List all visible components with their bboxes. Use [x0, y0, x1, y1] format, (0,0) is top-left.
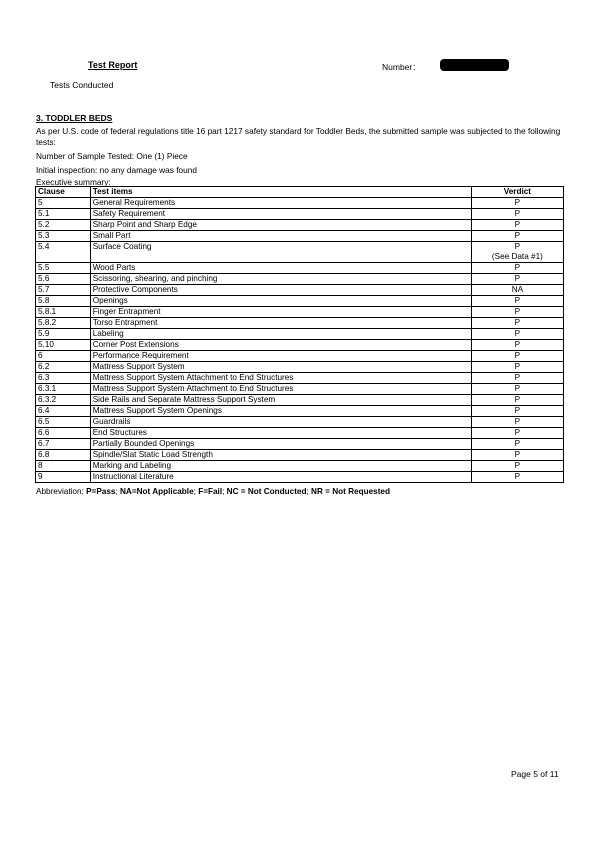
executive-summary-label: Executive summary:: [36, 177, 111, 187]
verdict-value: P: [514, 340, 521, 349]
table-row: [36, 461, 564, 472]
table-row: [36, 231, 564, 242]
verdict-cell: [471, 209, 563, 220]
clause-cell: 6.3.2: [36, 395, 91, 406]
verdict-cell: [471, 285, 563, 296]
verdict-value: P: [514, 351, 521, 360]
verdict-value: P: [514, 362, 521, 371]
verdict-value: P: [514, 231, 521, 240]
abbrev-nr: NR = Not Requested: [311, 487, 390, 496]
verdict-cell: [471, 274, 563, 285]
verdict-value: P: [514, 220, 521, 229]
table-row: [36, 274, 564, 285]
clause-cell: 5: [36, 198, 91, 209]
clause-cell: 8: [36, 461, 91, 472]
clause-cell: 5.8.1: [36, 307, 91, 318]
table-row: [36, 307, 564, 318]
test-item-cell: Spindle/Slat Static Load Strength: [90, 450, 471, 461]
table-row: [36, 220, 564, 231]
test-results-table: [35, 186, 564, 483]
test-item-cell: Protective Components: [90, 285, 471, 296]
header-clause: Clause: [36, 187, 91, 198]
verdict-cell: [471, 461, 563, 472]
report-number-label: Number：: [382, 62, 421, 72]
clause-cell: 5.1: [36, 209, 91, 220]
test-item-cell: Finger Entrapment: [90, 307, 471, 318]
abbrev-fail: F=Fail: [198, 487, 223, 496]
test-item-cell: Mattress Support System Attachment to End Structures: [90, 373, 471, 384]
verdict-value: P: [514, 296, 521, 305]
section-heading: 3. TODDLER BEDS: [36, 113, 113, 123]
verdict-note: (See Data #1): [491, 252, 543, 261]
verdict-value: P: [514, 406, 521, 415]
verdict-value: P: [514, 209, 521, 218]
abbrev-nc: NC = Not Conducted: [226, 487, 307, 496]
table-row: [36, 417, 564, 428]
test-item-cell: Small Part: [90, 231, 471, 242]
clause-cell: 5.9: [36, 329, 91, 340]
clause-cell: 5.2: [36, 220, 91, 231]
test-item-cell: Mattress Support System: [90, 362, 471, 373]
verdict-value: P: [514, 373, 521, 382]
table-row: [36, 384, 564, 395]
verdict-value: P: [514, 450, 521, 459]
verdict-value: P: [514, 395, 521, 404]
clause-cell: 5.10: [36, 340, 91, 351]
clause-cell: 6.4: [36, 406, 91, 417]
table-row: [36, 296, 564, 307]
test-item-cell: Wood Parts: [90, 263, 471, 274]
verdict-cell: [471, 384, 563, 395]
clause-cell: 6.2: [36, 362, 91, 373]
table-row: [36, 209, 564, 220]
verdict-cell: [471, 417, 563, 428]
table-row: [36, 373, 564, 384]
clause-cell: 5.3: [36, 231, 91, 242]
report-title: Test Report: [88, 60, 138, 70]
tests-conducted-heading: Tests Conducted: [50, 80, 114, 90]
verdict-value: P: [514, 428, 521, 437]
table-row: [36, 198, 564, 209]
clause-cell: 9: [36, 472, 91, 483]
table-row: [36, 329, 564, 340]
clause-cell: 6.3.1: [36, 384, 91, 395]
clause-cell: 5.8: [36, 296, 91, 307]
table-row: [36, 428, 564, 439]
verdict-cell: [471, 263, 563, 274]
abbrev-na: NA=Not Applicable: [120, 487, 194, 496]
verdict-cell: [471, 428, 563, 439]
verdict-cell: [471, 296, 563, 307]
verdict-cell: [471, 198, 563, 209]
header-test-items: Test items: [90, 187, 471, 198]
verdict-cell: [471, 406, 563, 417]
clause-cell: 5.7: [36, 285, 91, 296]
verdict-value: P: [514, 307, 521, 316]
test-item-cell: Mattress Support System Attachment to End Structures: [90, 384, 471, 395]
verdict-cell: [471, 362, 563, 373]
abbreviation-label: Abbreviation:: [36, 487, 87, 496]
verdict-cell: [471, 472, 563, 483]
header-verdict: Verdict: [471, 187, 563, 198]
test-item-cell: Safety Requirement: [90, 209, 471, 220]
verdict-cell: [471, 351, 563, 362]
test-item-cell: Marking and Labeling: [90, 461, 471, 472]
test-item-cell: Side Rails and Separate Mattress Support System: [90, 395, 471, 406]
table-row: [36, 472, 564, 483]
test-item-cell: Mattress Support System Openings: [90, 406, 471, 417]
table-row: [36, 450, 564, 461]
test-item-cell: Sharp Point and Sharp Edge: [90, 220, 471, 231]
verdict-value: P: [514, 439, 521, 448]
table-row: [36, 263, 564, 274]
table-row: [36, 362, 564, 373]
verdict-cell: [471, 439, 563, 450]
test-item-cell: End Structures: [90, 428, 471, 439]
clause-cell: 6.7: [36, 439, 91, 450]
test-item-cell: General Requirements: [90, 198, 471, 209]
test-item-cell: Corner Post Extensions: [90, 340, 471, 351]
table-header-row: [36, 187, 564, 198]
verdict-value: P: [514, 384, 521, 393]
redacted-report-number: [440, 59, 509, 71]
test-item-cell: Openings: [90, 296, 471, 307]
table-row: [36, 351, 564, 362]
sample-count: Number of Sample Tested: One (1) Piece: [36, 151, 188, 161]
verdict-cell: [471, 307, 563, 318]
clause-cell: 6.8: [36, 450, 91, 461]
verdict-cell: [471, 340, 563, 351]
verdict-value: P: [514, 198, 521, 207]
clause-cell: 6.5: [36, 417, 91, 428]
verdict-value: P: [514, 263, 521, 272]
verdict-cell: [471, 373, 563, 384]
test-item-cell: Performance Requirement: [90, 351, 471, 362]
table-row: [36, 318, 564, 329]
intro-paragraph: As per U.S. code of federal regulations title 16 part 1217 safety standard for Toddler Beds, the submitted sample was subjected to the following tests:: [36, 126, 561, 147]
verdict-cell: [471, 395, 563, 406]
table-row: [36, 439, 564, 450]
test-item-cell: Torso Entrapment: [90, 318, 471, 329]
abbreviation-legend: Abbreviation: P=Pass; NA=Not Applicable; F=Fail; NC = Not Conducted; NR = Not Requested: [36, 487, 390, 496]
table-row: [36, 406, 564, 417]
table-row: [36, 242, 564, 263]
verdict-value: P: [514, 242, 521, 251]
clause-cell: 5.4: [36, 242, 91, 263]
verdict-cell: [471, 220, 563, 231]
clause-cell: 6.6: [36, 428, 91, 439]
test-item-cell: Instructional Literature: [90, 472, 471, 483]
clause-cell: 5.6: [36, 274, 91, 285]
page-number: Page 5 of 11: [511, 769, 559, 779]
test-item-cell: Surface Coating: [90, 242, 471, 263]
verdict-value: P: [514, 274, 521, 283]
verdict-value: P: [514, 472, 521, 481]
test-item-cell: Partially Bounded Openings: [90, 439, 471, 450]
verdict-value: NA: [511, 285, 524, 294]
clause-cell: 6: [36, 351, 91, 362]
initial-inspection: Initial inspection: no any damage was found: [36, 165, 197, 175]
table-row: [36, 340, 564, 351]
clause-cell: 6.3: [36, 373, 91, 384]
clause-cell: 5.5: [36, 263, 91, 274]
verdict-cell: [471, 242, 563, 263]
verdict-value: P: [514, 461, 521, 470]
verdict-value: P: [514, 318, 521, 327]
test-item-cell: Scissoring, shearing, and pinching: [90, 274, 471, 285]
verdict-cell: [471, 329, 563, 340]
abbrev-pass: P=Pass: [86, 487, 116, 496]
verdict-cell: [471, 231, 563, 242]
table-row: [36, 285, 564, 296]
verdict-cell: [471, 318, 563, 329]
test-item-cell: Guardrails: [90, 417, 471, 428]
verdict-cell: [471, 450, 563, 461]
verdict-value: P: [514, 417, 521, 426]
test-item-cell: Labeling: [90, 329, 471, 340]
clause-cell: 5.8.2: [36, 318, 91, 329]
table-body: [36, 198, 564, 483]
verdict-value: P: [514, 329, 521, 338]
table-row: [36, 395, 564, 406]
